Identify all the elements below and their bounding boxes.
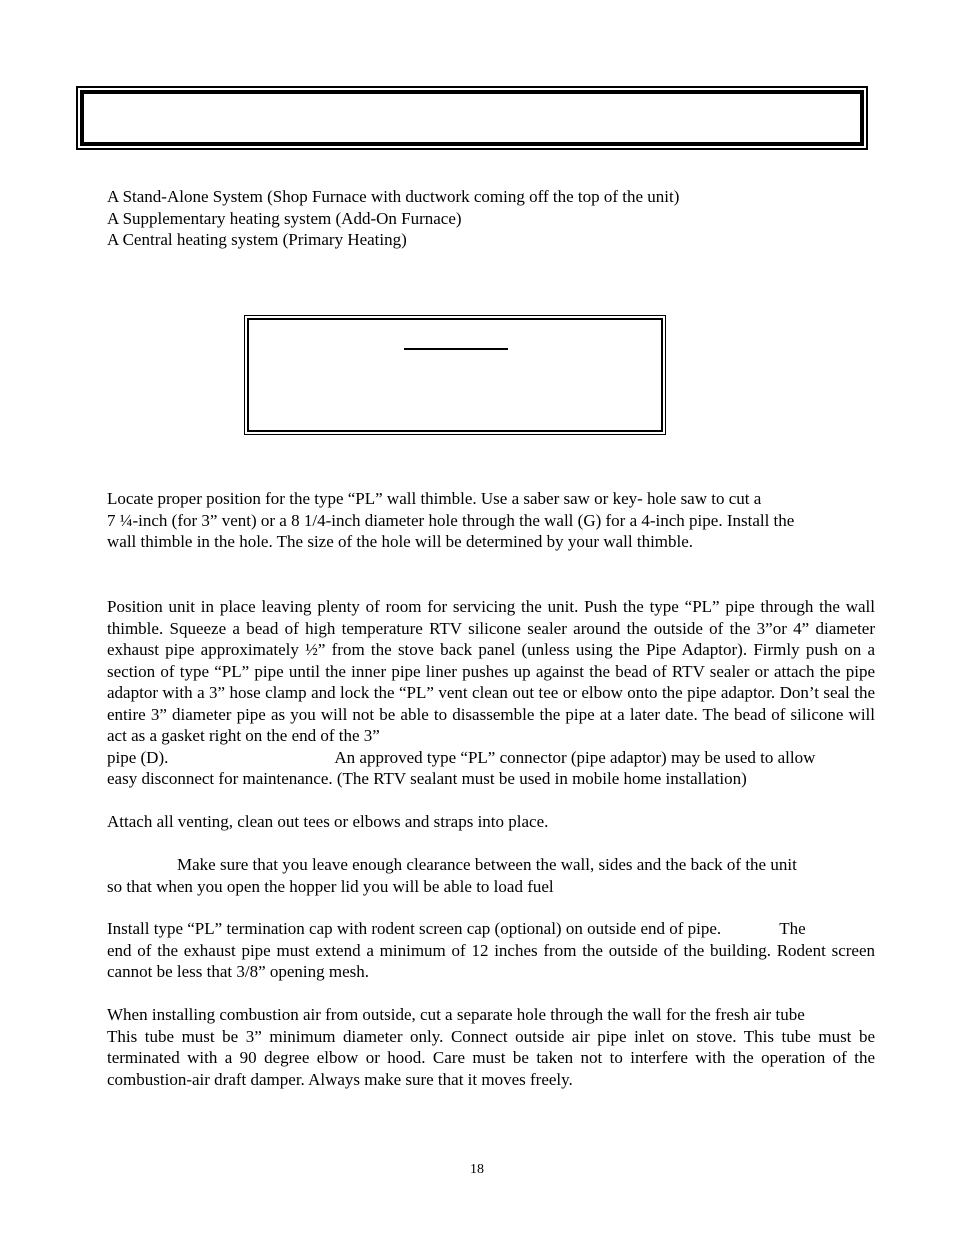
system-type-item: A Supplementary heating system (Add-On Furnace) <box>107 208 462 228</box>
section-title-frame <box>76 86 868 150</box>
notice-box <box>244 315 666 435</box>
system-type-item: A Stand-Alone System (Shop Furnace with ductwork coming off the top of the unit) <box>107 187 680 206</box>
section-title-frame-inner <box>80 90 864 146</box>
wall-thimble-paragraph <box>107 488 875 553</box>
combustion-air-paragraph <box>107 1004 875 1090</box>
system-type-item: A Central heating system (Primary Heating) <box>107 230 407 249</box>
termination-cap-text: Install type “PL” termination cap with rodent screen cap (optional) on outside end of pipe. <box>107 919 722 938</box>
pipe-adaptor-text: An approved type “PL” connector (pipe adaptor) may be used to allow <box>334 747 816 767</box>
pipe-d-line <box>107 747 875 769</box>
paragraph-line <box>107 918 875 940</box>
paragraph-line: When installing combustion air from outside, cut a separate hole through the wall for the fresh air tube <box>107 1005 805 1024</box>
paragraph-line: wall thimble in the hole. The size of the hole will be determined by your wall thimble. <box>107 532 694 551</box>
paragraph-text: end of the exhaust pipe must extend a minimum of 12 inches from the outside of the building. Rodent screen cannot be less that 3/8” opening mesh. <box>107 940 875 981</box>
paragraph-text: This tube must be 3” minimum diameter only. Connect outside air pipe inlet on stove. This tube must be terminated with a 90 degree elbow or hood. Care must be taken not to interfere with the operation of the combustion-air draft damper. Always make sure that it moves freely. <box>107 1026 875 1089</box>
notice-heading-underline <box>404 348 508 350</box>
paragraph-line <box>107 854 875 876</box>
clearance-text: Make sure that you leave enough clearance between the wall, sides and the back of the unit <box>177 855 797 874</box>
page-number: 18 <box>470 1162 484 1177</box>
termination-cap-the: The <box>779 919 806 938</box>
position-unit-paragraph <box>107 596 875 790</box>
system-types-list <box>107 186 875 251</box>
paragraph-line: Locate proper position for the type “PL” wall thimble. Use a saber saw or key- hole saw to cut a <box>107 489 762 508</box>
paragraph-line: so that when you open the hopper lid you will be able to load fuel <box>107 876 554 896</box>
paragraph-text: Position unit in place leaving plenty of room for servicing the unit. Push the type “PL” pipe through the wall thimble. Squeeze a bead of high temperature RTV silicone sealer around the outside of the 3”or 4” diameter exhaust pipe approximately ½” from the stove back panel (unless using the Pipe Adaptor). Firmly push on a section of type “PL” pipe until the inner pipe liner pushes up against the bead of RTV sealer or attach the pipe adaptor with a 3” hose clamp and lock the “PL” vent clean out tee or elbow onto the pipe adaptor. Don’t seal the entire 3” diameter pipe as you will not be able to disassemble the pipe at a later date. The bead of silicone will act as a gasket right on the end of the 3” <box>107 597 875 745</box>
attach-venting-paragraph <box>107 811 875 833</box>
notice-box-inner <box>247 318 663 432</box>
pipe-d-label: pipe (D). <box>107 747 169 767</box>
paragraph-line: Attach all venting, clean out tees or elbows and straps into place. <box>107 812 549 831</box>
paragraph-line: easy disconnect for maintenance. (The RTV sealant must be used in mobile home installation) <box>107 769 747 788</box>
clearance-paragraph <box>107 854 875 897</box>
paragraph-line: 7 ¼-inch (for 3” vent) or a 8 1/4-inch diameter hole through the wall (G) for a 4-inch pipe. Install the <box>107 510 795 530</box>
termination-cap-paragraph <box>107 918 875 983</box>
